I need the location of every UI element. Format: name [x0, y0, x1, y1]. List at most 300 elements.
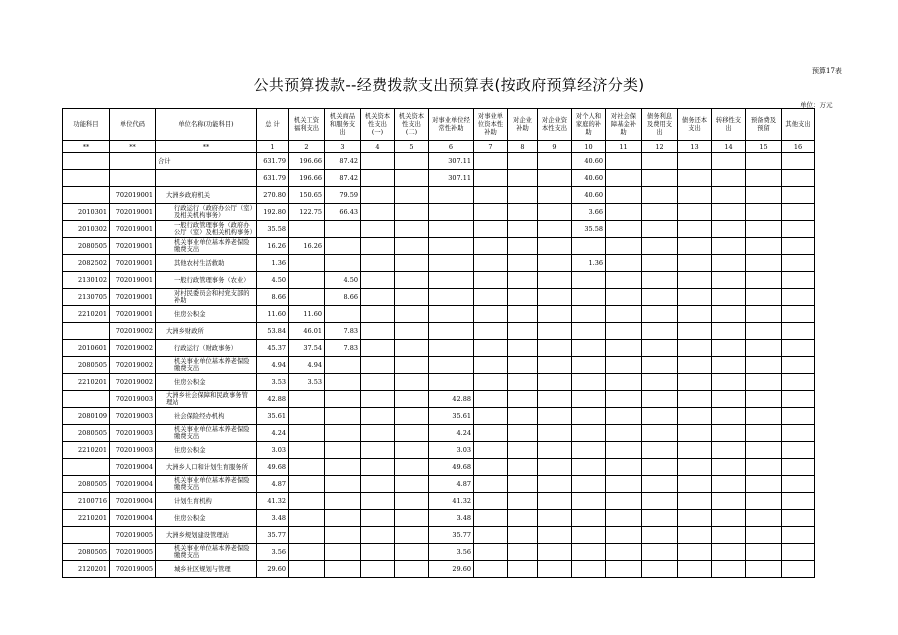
table-row	[63, 306, 815, 323]
column-index: 14	[712, 141, 746, 153]
amount-cell: 29.60	[429, 561, 474, 578]
unit-name-cell: 机关事业单位基本养老保险缴费支出	[156, 238, 257, 255]
amount-cell	[782, 544, 815, 561]
amount-cell	[606, 221, 642, 238]
amount-cell	[474, 153, 508, 170]
amount-cell	[572, 306, 606, 323]
table-row	[63, 476, 815, 493]
amount-cell	[572, 323, 606, 340]
column-index: 2	[289, 141, 325, 153]
amount-cell	[746, 408, 782, 425]
unit-name-cell: 机关事业单位基本养老保险缴费支出	[156, 476, 257, 493]
amount-cell: 8.66	[325, 289, 361, 306]
amount-cell	[572, 442, 606, 459]
table-row	[63, 187, 815, 204]
amount-cell	[572, 459, 606, 476]
amount-cell	[474, 459, 508, 476]
amount-cell	[606, 357, 642, 374]
column-header: 对社会保障基金补助	[606, 109, 642, 141]
unit-code-cell: 702019001	[110, 187, 156, 204]
amount-cell: 3.48	[257, 510, 289, 527]
amount-cell	[642, 255, 678, 272]
amount-cell	[678, 459, 712, 476]
amount-cell	[538, 204, 572, 221]
amount-cell: 42.88	[429, 391, 474, 408]
amount-cell	[361, 459, 395, 476]
amount-cell: 4.94	[257, 357, 289, 374]
amount-cell	[782, 323, 815, 340]
amount-cell	[429, 238, 474, 255]
amount-cell	[606, 391, 642, 408]
amount-cell	[572, 561, 606, 578]
unit-code-cell: 702019003	[110, 408, 156, 425]
amount-cell: 35.61	[257, 408, 289, 425]
table-row	[63, 255, 815, 272]
amount-cell	[678, 221, 712, 238]
unit-code-cell: 702019005	[110, 544, 156, 561]
amount-cell	[746, 544, 782, 561]
amount-cell	[361, 425, 395, 442]
amount-cell	[395, 527, 429, 544]
amount-cell: 3.53	[289, 374, 325, 391]
amount-cell	[606, 459, 642, 476]
amount-cell	[325, 306, 361, 323]
unit-name-cell: 一般行政管理事务（政府办公厅（室）及相关机构事务）	[156, 221, 257, 238]
amount-cell	[746, 340, 782, 357]
unit-name-cell: 城乡社区规划与管理	[156, 561, 257, 578]
amount-cell	[782, 476, 815, 493]
amount-cell	[642, 170, 678, 187]
amount-cell	[538, 170, 572, 187]
amount-cell	[782, 289, 815, 306]
unit-name-cell: 住房公积金	[156, 510, 257, 527]
amount-cell	[606, 306, 642, 323]
table-row	[63, 459, 815, 476]
amount-cell	[361, 408, 395, 425]
unit-name-cell: 住房公积金	[156, 306, 257, 323]
amount-cell	[474, 527, 508, 544]
column-header: 机关资本性支出(一)	[361, 109, 395, 141]
unit-code-cell	[110, 170, 156, 187]
amount-cell	[538, 391, 572, 408]
amount-cell	[606, 425, 642, 442]
column-index: 6	[429, 141, 474, 153]
table-row	[63, 493, 815, 510]
amount-cell	[474, 255, 508, 272]
function-code-cell: 2210201	[63, 374, 110, 391]
amount-cell	[538, 323, 572, 340]
amount-cell: 45.37	[257, 340, 289, 357]
amount-cell	[508, 153, 538, 170]
amount-cell	[429, 221, 474, 238]
amount-cell	[538, 306, 572, 323]
amount-cell: 41.32	[429, 493, 474, 510]
amount-cell	[325, 408, 361, 425]
column-index: 5	[395, 141, 429, 153]
amount-cell	[606, 374, 642, 391]
function-code-cell: 2100716	[63, 493, 110, 510]
amount-cell	[642, 476, 678, 493]
amount-cell	[712, 561, 746, 578]
amount-cell	[395, 544, 429, 561]
amount-cell: 192.80	[257, 204, 289, 221]
amount-cell	[474, 442, 508, 459]
amount-cell: 122.75	[289, 204, 325, 221]
amount-cell	[395, 561, 429, 578]
amount-cell	[746, 272, 782, 289]
table-row	[63, 170, 815, 187]
amount-cell	[325, 221, 361, 238]
amount-cell: 87.42	[325, 153, 361, 170]
amount-cell	[746, 289, 782, 306]
amount-cell	[429, 340, 474, 357]
amount-cell	[361, 544, 395, 561]
amount-cell	[325, 459, 361, 476]
amount-cell	[538, 255, 572, 272]
amount-cell	[474, 306, 508, 323]
amount-cell	[474, 561, 508, 578]
amount-cell	[712, 255, 746, 272]
amount-cell	[712, 374, 746, 391]
amount-cell	[782, 221, 815, 238]
amount-cell: 11.60	[257, 306, 289, 323]
function-code-cell: 2080505	[63, 544, 110, 561]
amount-cell	[538, 289, 572, 306]
amount-cell	[782, 187, 815, 204]
column-index: 16	[782, 141, 815, 153]
amount-cell	[678, 408, 712, 425]
amount-cell	[474, 391, 508, 408]
amount-cell	[395, 493, 429, 510]
amount-cell	[538, 425, 572, 442]
amount-cell	[642, 238, 678, 255]
table-row	[63, 408, 815, 425]
amount-cell	[606, 442, 642, 459]
amount-cell	[325, 561, 361, 578]
amount-cell: 29.60	[257, 561, 289, 578]
amount-cell	[508, 357, 538, 374]
amount-cell	[712, 187, 746, 204]
amount-cell	[746, 255, 782, 272]
amount-cell	[712, 408, 746, 425]
amount-cell	[572, 408, 606, 425]
amount-cell	[782, 272, 815, 289]
amount-cell	[712, 357, 746, 374]
amount-cell	[508, 289, 538, 306]
amount-cell	[782, 442, 815, 459]
amount-cell	[429, 204, 474, 221]
amount-cell	[782, 153, 815, 170]
amount-cell: 35.58	[572, 221, 606, 238]
unit-code-cell: 702019001	[110, 255, 156, 272]
amount-cell	[325, 374, 361, 391]
amount-cell	[712, 527, 746, 544]
amount-cell	[606, 340, 642, 357]
amount-cell	[395, 221, 429, 238]
amount-cell: 307.11	[429, 153, 474, 170]
column-header: 单位代码	[110, 109, 156, 141]
amount-cell: 3.03	[257, 442, 289, 459]
amount-cell	[508, 255, 538, 272]
function-code-cell: 2130705	[63, 289, 110, 306]
table-row	[63, 221, 815, 238]
amount-cell: 4.24	[257, 425, 289, 442]
unit-code-cell: 702019002	[110, 340, 156, 357]
amount-cell	[429, 374, 474, 391]
amount-cell: 87.42	[325, 170, 361, 187]
amount-cell	[678, 544, 712, 561]
amount-cell: 3.56	[429, 544, 474, 561]
column-index: 12	[642, 141, 678, 153]
amount-cell: 49.68	[429, 459, 474, 476]
amount-cell: 4.87	[429, 476, 474, 493]
amount-cell	[678, 442, 712, 459]
amount-cell	[678, 170, 712, 187]
amount-cell	[678, 289, 712, 306]
column-index: 11	[606, 141, 642, 153]
unit-name-cell: 大洲乡政府机关	[156, 187, 257, 204]
amount-cell	[678, 153, 712, 170]
amount-cell	[395, 425, 429, 442]
table-row	[63, 323, 815, 340]
amount-cell: 49.68	[257, 459, 289, 476]
amount-cell	[642, 357, 678, 374]
column-header: 机关资本性支出(二)	[395, 109, 429, 141]
amount-cell	[325, 527, 361, 544]
amount-cell	[678, 204, 712, 221]
amount-cell: 16.26	[289, 238, 325, 255]
function-code-cell	[63, 527, 110, 544]
amount-cell	[474, 544, 508, 561]
amount-cell	[395, 323, 429, 340]
column-header: 机关工资福利支出	[289, 109, 325, 141]
amount-cell	[289, 544, 325, 561]
amount-cell	[746, 561, 782, 578]
amount-cell	[782, 561, 815, 578]
amount-cell	[572, 357, 606, 374]
amount-cell	[678, 187, 712, 204]
unit-code-cell: 702019001	[110, 289, 156, 306]
amount-cell: 40.60	[572, 187, 606, 204]
amount-cell	[642, 561, 678, 578]
amount-cell	[395, 391, 429, 408]
table-row	[63, 425, 815, 442]
column-header: 总 计	[257, 109, 289, 141]
unit-code-cell: 702019001	[110, 204, 156, 221]
unit-name-cell: 机关事业单位基本养老保险缴费支出	[156, 357, 257, 374]
table-row	[63, 442, 815, 459]
unit-name-cell: 其他农村生活救助	[156, 255, 257, 272]
amount-cell	[325, 238, 361, 255]
amount-cell: 270.80	[257, 187, 289, 204]
unit-code-cell: 702019003	[110, 442, 156, 459]
amount-cell	[572, 391, 606, 408]
amount-cell	[361, 204, 395, 221]
amount-cell: 4.94	[289, 357, 325, 374]
amount-cell	[642, 204, 678, 221]
amount-cell	[508, 476, 538, 493]
function-code-cell	[63, 459, 110, 476]
amount-cell	[538, 476, 572, 493]
amount-cell	[289, 459, 325, 476]
amount-cell: 41.32	[257, 493, 289, 510]
amount-cell	[678, 391, 712, 408]
unit-name-cell: 社会保险经办机构	[156, 408, 257, 425]
amount-cell	[429, 187, 474, 204]
function-code-cell	[63, 187, 110, 204]
unit-label: 单位：万元	[800, 101, 833, 109]
amount-cell	[361, 187, 395, 204]
column-index: 7	[474, 141, 508, 153]
amount-cell: 4.50	[325, 272, 361, 289]
amount-cell	[429, 357, 474, 374]
amount-cell	[395, 289, 429, 306]
table-row	[63, 510, 815, 527]
table-row	[63, 153, 815, 170]
amount-cell	[508, 561, 538, 578]
amount-cell	[782, 493, 815, 510]
amount-cell	[538, 561, 572, 578]
amount-cell: 1.36	[572, 255, 606, 272]
amount-cell	[606, 187, 642, 204]
amount-cell: 631.79	[257, 153, 289, 170]
column-header: 对企业补助	[508, 109, 538, 141]
amount-cell	[572, 510, 606, 527]
amount-cell	[361, 238, 395, 255]
table-row	[63, 544, 815, 561]
amount-cell	[508, 527, 538, 544]
amount-cell	[712, 510, 746, 527]
amount-cell	[289, 289, 325, 306]
amount-cell	[474, 340, 508, 357]
amount-cell: 35.61	[429, 408, 474, 425]
amount-cell	[508, 221, 538, 238]
table-row	[63, 340, 815, 357]
function-code-cell	[63, 323, 110, 340]
amount-cell	[606, 153, 642, 170]
column-index: 15	[746, 141, 782, 153]
amount-cell	[429, 255, 474, 272]
function-code-cell: 2120201	[63, 561, 110, 578]
unit-name-cell: 大洲乡社会保障和民政事务管理站	[156, 391, 257, 408]
amount-cell	[712, 272, 746, 289]
amount-cell	[508, 374, 538, 391]
amount-cell	[746, 170, 782, 187]
amount-cell	[325, 544, 361, 561]
amount-cell	[395, 306, 429, 323]
amount-cell	[782, 170, 815, 187]
amount-cell	[746, 425, 782, 442]
amount-cell: 11.60	[289, 306, 325, 323]
amount-cell	[508, 425, 538, 442]
amount-cell: 79.59	[325, 187, 361, 204]
amount-cell	[678, 340, 712, 357]
column-header: 债务还本支出	[678, 109, 712, 141]
amount-cell	[572, 340, 606, 357]
column-header: 对个人和家庭的补助	[572, 109, 606, 141]
table-row	[63, 272, 815, 289]
function-code-cell: 2082502	[63, 255, 110, 272]
amount-cell: 4.50	[257, 272, 289, 289]
amount-cell	[642, 272, 678, 289]
function-code-cell: 2130102	[63, 272, 110, 289]
function-code-cell: 2210201	[63, 442, 110, 459]
amount-cell	[678, 527, 712, 544]
amount-cell	[712, 170, 746, 187]
amount-cell	[361, 306, 395, 323]
amount-cell	[361, 272, 395, 289]
amount-cell	[746, 221, 782, 238]
function-code-cell	[63, 170, 110, 187]
column-index: **	[110, 141, 156, 153]
column-index: 1	[257, 141, 289, 153]
amount-cell: 307.11	[429, 170, 474, 187]
unit-name-cell: 对村民委员会和村党支部的补助	[156, 289, 257, 306]
amount-cell	[782, 374, 815, 391]
amount-cell	[395, 272, 429, 289]
amount-cell	[508, 306, 538, 323]
amount-cell	[606, 510, 642, 527]
table-row	[63, 391, 815, 408]
column-header: 对企业资本性支出	[538, 109, 572, 141]
amount-cell	[508, 510, 538, 527]
amount-cell	[395, 204, 429, 221]
amount-cell	[538, 459, 572, 476]
unit-code-cell: 702019004	[110, 510, 156, 527]
amount-cell	[325, 476, 361, 493]
amount-cell	[746, 527, 782, 544]
unit-code-cell: 702019001	[110, 238, 156, 255]
amount-cell	[606, 527, 642, 544]
unit-name-cell: 大洲乡规划建设管理站	[156, 527, 257, 544]
amount-cell	[508, 170, 538, 187]
amount-cell	[572, 527, 606, 544]
column-index: 10	[572, 141, 606, 153]
unit-code-cell: 702019002	[110, 323, 156, 340]
amount-cell: 46.01	[289, 323, 325, 340]
function-code-cell: 2010301	[63, 204, 110, 221]
amount-cell	[642, 289, 678, 306]
amount-cell	[678, 272, 712, 289]
amount-cell	[508, 544, 538, 561]
amount-cell	[782, 408, 815, 425]
unit-name-cell: 住房公积金	[156, 374, 257, 391]
unit-name-cell: 机关事业单位基本养老保险缴费支出	[156, 425, 257, 442]
amount-cell	[712, 204, 746, 221]
amount-cell: 4.24	[429, 425, 474, 442]
column-header: 对事业单位资本性补助	[474, 109, 508, 141]
amount-cell	[508, 408, 538, 425]
amount-cell	[538, 221, 572, 238]
unit-code-cell: 702019004	[110, 476, 156, 493]
unit-name-cell: 住房公积金	[156, 442, 257, 459]
amount-cell	[508, 204, 538, 221]
unit-name-cell	[156, 170, 257, 187]
amount-cell: 53.84	[257, 323, 289, 340]
unit-code-cell: 702019001	[110, 221, 156, 238]
amount-cell	[508, 391, 538, 408]
amount-cell	[782, 255, 815, 272]
column-header: 单位名称(功能科目)	[156, 109, 257, 141]
header-row	[63, 109, 815, 141]
amount-cell	[746, 510, 782, 527]
amount-cell	[642, 493, 678, 510]
unit-code-cell: 702019001	[110, 306, 156, 323]
amount-cell	[782, 238, 815, 255]
amount-cell	[474, 204, 508, 221]
function-code-cell: 2010601	[63, 340, 110, 357]
amount-cell	[606, 289, 642, 306]
